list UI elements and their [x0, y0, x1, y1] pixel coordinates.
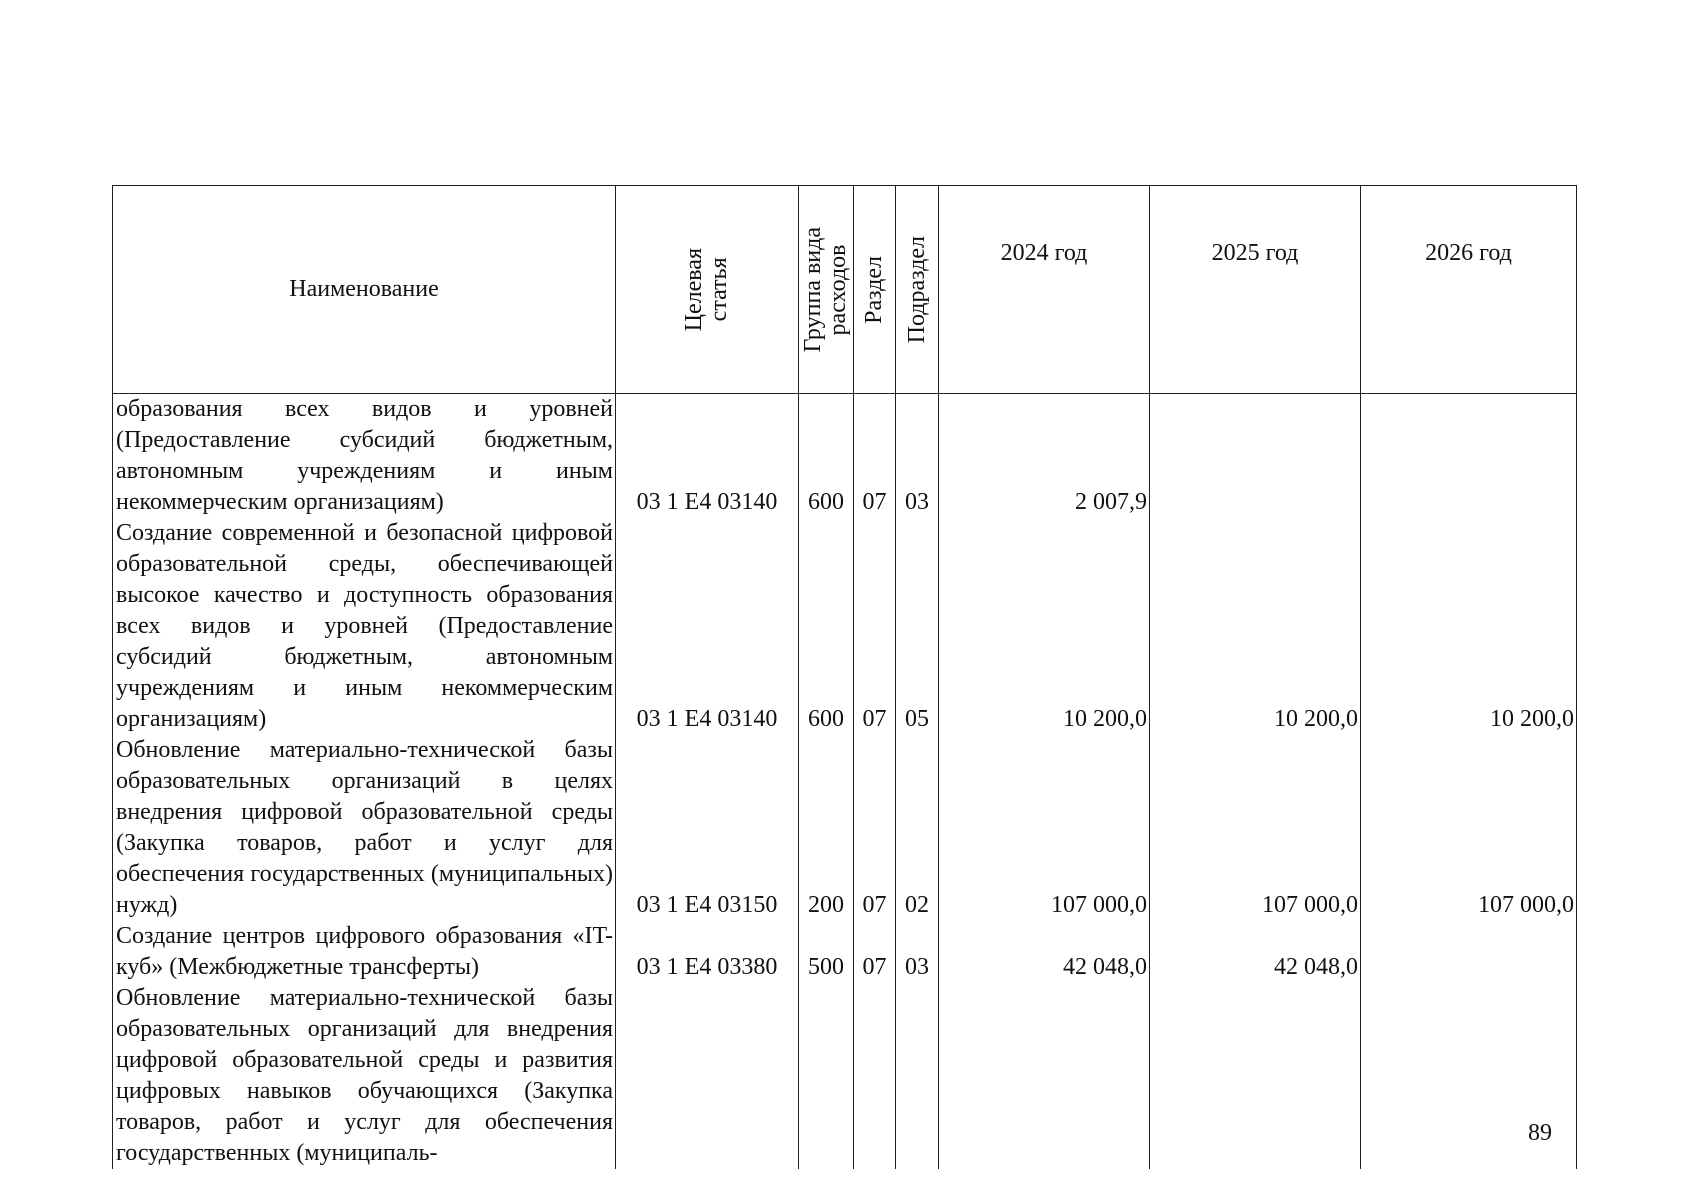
page-number: 89	[1528, 1120, 1552, 1146]
row-name: образования всех видов и уровней (Предоставление субсидий бюджетным, автономным учреждениям и иным некоммерческим организациям)	[113, 394, 616, 519]
row-section: 07	[854, 394, 896, 519]
row-subsection: 03	[896, 394, 939, 519]
table-row	[113, 983, 1577, 1169]
row-2026: 107 000,0	[1361, 735, 1577, 921]
row-name: Создание центров цифрового образования «IT-куб» (Межбюджетные трансферты)	[113, 921, 616, 983]
header-name: Наименование	[113, 186, 616, 394]
row-target	[616, 983, 799, 1169]
row-2026	[1361, 921, 1577, 983]
header-section-label: Раздел	[861, 255, 887, 324]
row-group: 500	[799, 921, 854, 983]
row-subsection	[896, 983, 939, 1169]
table-row	[113, 735, 1577, 921]
row-name: Создание современной и безопасной цифровой образовательной среды, обеспечивающей высокое качество и доступность образования всех видов и уровней (Предоставление субсидий бюджетным, автономным учреждениям и иным некоммерческим организациям)	[113, 518, 616, 735]
row-group: 600	[799, 518, 854, 735]
row-section: 07	[854, 518, 896, 735]
row-target: 03 1 E4 03140	[616, 394, 799, 519]
row-group	[799, 983, 854, 1169]
row-2024: 2 007,9	[939, 394, 1150, 519]
row-2025: 107 000,0	[1150, 735, 1361, 921]
row-target: 03 1 E4 03380	[616, 921, 799, 983]
header-2024: 2024 год	[939, 186, 1150, 394]
table-header-row	[113, 186, 1577, 394]
header-subsection-label: Подраздел	[903, 235, 930, 344]
header-group-label: Группа вида расходов	[800, 226, 851, 353]
row-group: 200	[799, 735, 854, 921]
row-target: 03 1 E4 03140	[616, 518, 799, 735]
row-2025: 42 048,0	[1150, 921, 1361, 983]
header-section	[854, 186, 896, 394]
table-row	[113, 921, 1577, 983]
row-subsection: 05	[896, 518, 939, 735]
header-subsection	[896, 186, 939, 394]
header-2025: 2025 год	[1150, 186, 1361, 394]
row-target: 03 1 E4 03150	[616, 735, 799, 921]
row-name: Обновление материально-технической базы образовательных организаций в целях внедрения цифровой образовательной среды (Закупка товаров, работ и услуг для обеспечения государственных (муниципальных) нужд)	[113, 735, 616, 921]
budget-table	[112, 185, 1577, 1169]
row-section	[854, 983, 896, 1169]
row-section: 07	[854, 735, 896, 921]
header-target-label: Целевая статья	[681, 247, 732, 332]
row-name: Обновление материально-технической базы образовательных организаций для внедрения цифровой образовательной среды и развития цифровых навыков обучающихся (Закупка товаров, работ и услуг для обеспечения государственных (муниципаль-	[113, 983, 616, 1169]
row-group: 600	[799, 394, 854, 519]
row-2024: 107 000,0	[939, 735, 1150, 921]
table-row	[113, 394, 1577, 519]
row-2024: 42 048,0	[939, 921, 1150, 983]
table-row	[113, 518, 1577, 735]
row-2026	[1361, 394, 1577, 519]
row-subsection: 03	[896, 921, 939, 983]
row-2026: 10 200,0	[1361, 518, 1577, 735]
row-section: 07	[854, 921, 896, 983]
row-subsection: 02	[896, 735, 939, 921]
row-2025	[1150, 983, 1361, 1169]
header-target	[616, 186, 799, 394]
header-group	[799, 186, 854, 394]
header-2026: 2026 год	[1361, 186, 1577, 394]
row-2024: 10 200,0	[939, 518, 1150, 735]
row-2025	[1150, 394, 1361, 519]
row-2025: 10 200,0	[1150, 518, 1361, 735]
row-2024	[939, 983, 1150, 1169]
